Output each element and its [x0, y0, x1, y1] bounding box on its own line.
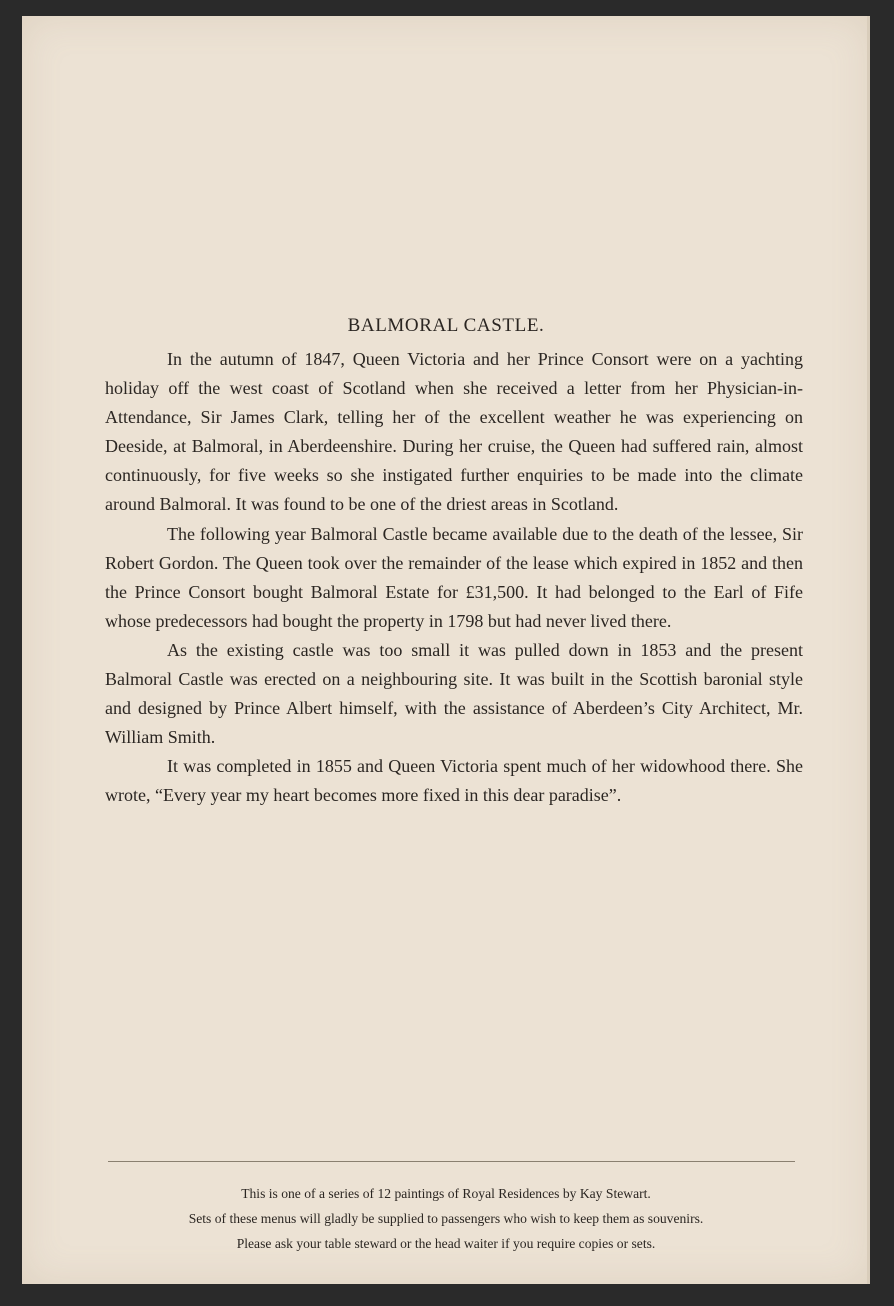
footer-note: [22, 1181, 870, 1256]
paragraph-1: In the autumn of 1847, Queen Victoria and her Prince Consort were on a yachting holiday off the west coast of Scotland when she received a letter from her Physician-in-Attendance, Sir James Clark, telling her of the excellent weather he was experiencing on Deeside, at Balmoral, in Aberdeenshire. During her cruise, the Queen had suffered rain, almost continuously, for five weeks so she instigated further enquiries to be made into the climate around Balmoral. It was found to be one of the driest areas in Scotland.: [105, 349, 803, 515]
paragraph-4: It was completed in 1855 and Queen Victoria spent much of her widowhood there. She wrote, “Every year my heart becomes more fixed in this dear paradise”.: [105, 756, 803, 806]
footer-line-2: Sets of these menus will gladly be supplied to passengers who wish to keep them as souvenirs.: [188, 1211, 704, 1226]
paragraph-2: The following year Balmoral Castle became available due to the death of the lessee, Sir Robert Gordon. The Queen took over the remainder of the lease which expired in 1852 and then the Prince Consort bought Balmoral Estate for £31,500. It had belonged to the Earl of Fife whose predecessors had bought the property in 1798 but had never lived there.: [105, 523, 803, 631]
paragraph-3: As the existing castle was too small it was pulled down in 1853 and the present Balmoral Castle was erected on a neighbouring site. It was built in the Scottish baronial style and designed by Prince Albert himself, with the assistance of Aberdeen’s City Architect, Mr. William Smith.: [105, 639, 803, 748]
footer-line-3: Please ask your table steward or the head waiter if you require copies or sets.: [236, 1236, 656, 1251]
menu-card: [22, 16, 870, 1284]
footer-line-1: This is one of a series of 12 paintings of Royal Residences by Kay Stewart.: [241, 1186, 651, 1201]
card-edge: [867, 16, 870, 1284]
footer-divider: [108, 1161, 795, 1162]
page-title: BALMORAL CASTLE.: [347, 315, 545, 336]
body-text: [105, 345, 803, 811]
